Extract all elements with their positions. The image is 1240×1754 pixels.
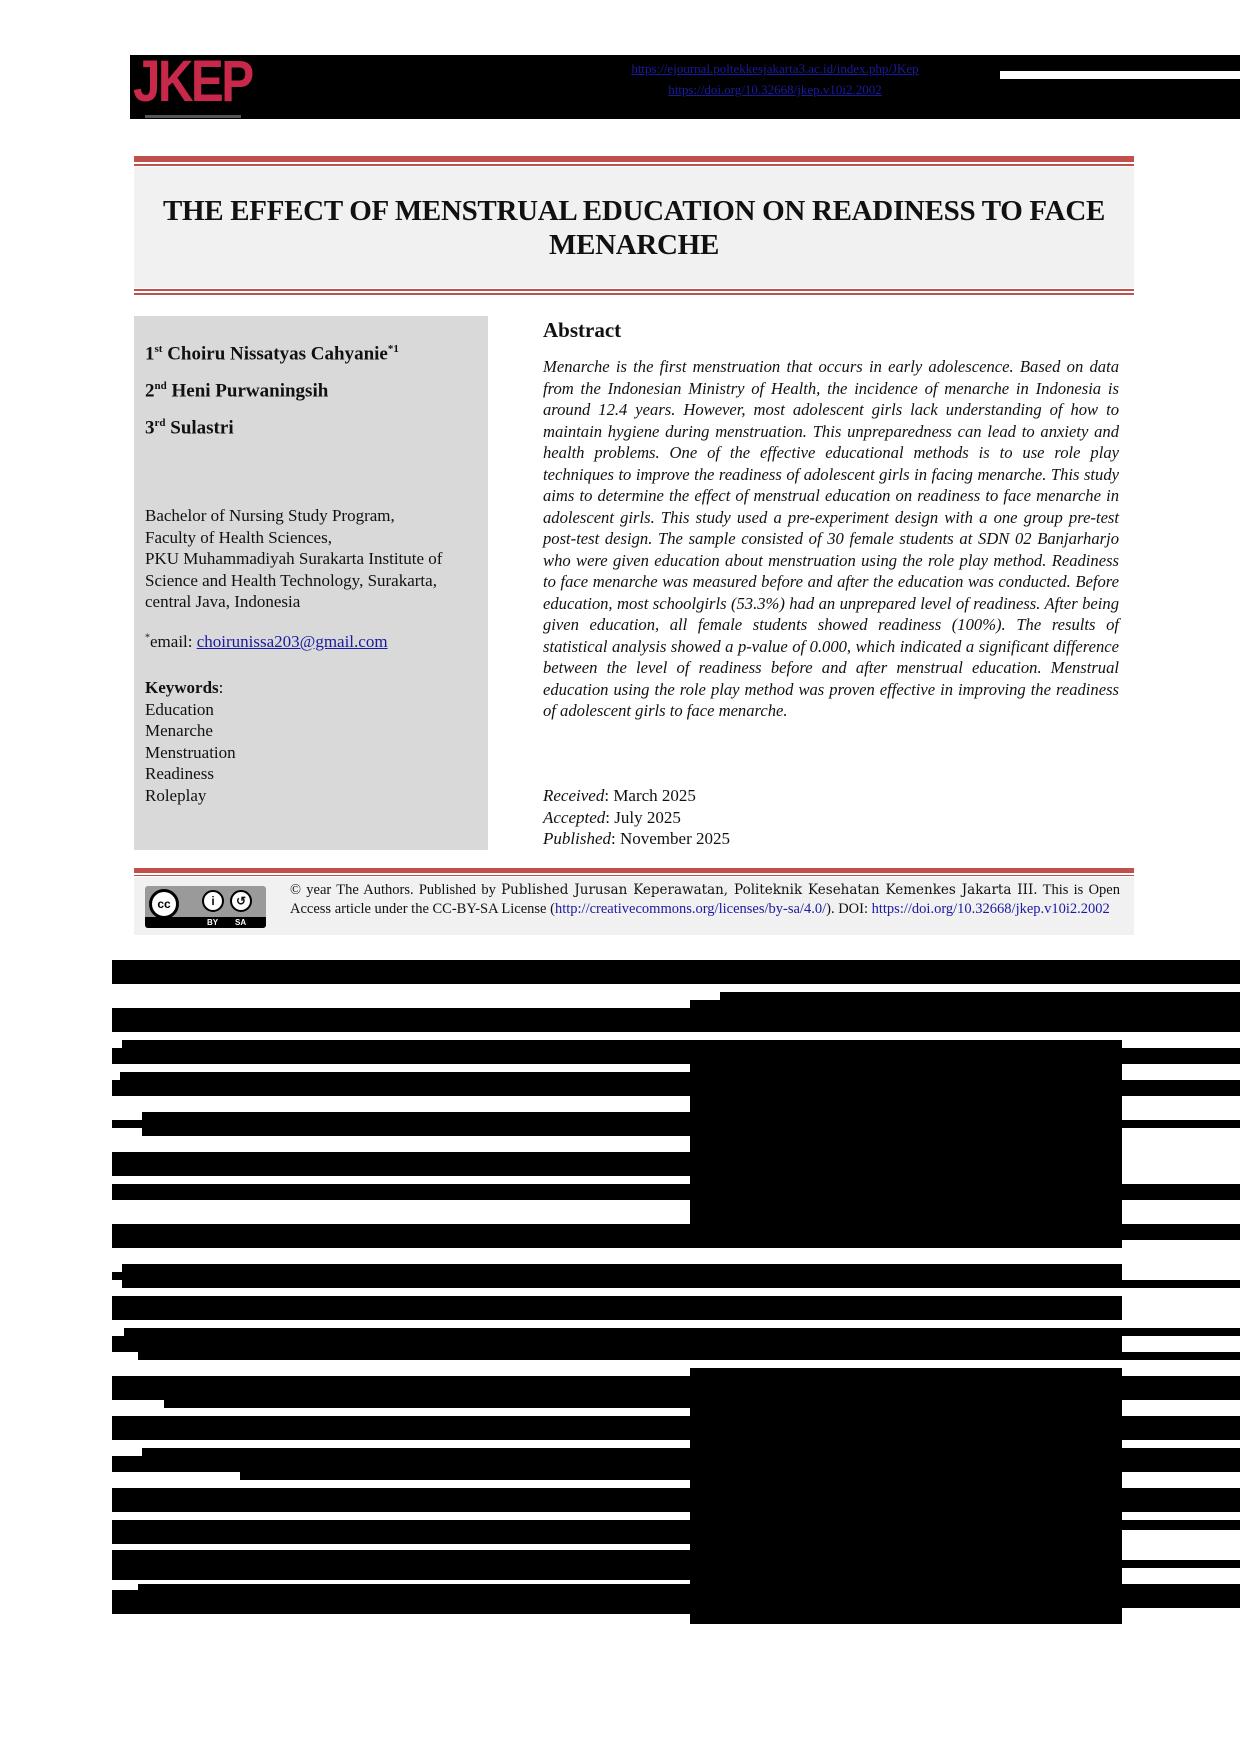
logo-subtitle-line xyxy=(145,115,241,118)
journal-logo xyxy=(127,49,257,122)
author-name: Heni Purwaningsih xyxy=(171,380,329,402)
email-label: email: xyxy=(150,632,197,651)
author-ordinal-suffix: rd xyxy=(154,417,166,429)
title-rule-bottom xyxy=(134,289,1134,291)
publisher-name: Published Jurusan Keperawatan, Politeknik Kesehatan Kemenkes Jakarta III. xyxy=(501,882,1038,898)
abstract-heading: Abstract xyxy=(543,318,622,342)
author-2 xyxy=(145,371,399,408)
header-strip xyxy=(1000,71,1240,79)
corresponding-email xyxy=(145,632,388,652)
sa-label: SA xyxy=(235,918,247,927)
logo-text: JKEP xyxy=(133,49,252,114)
author-name: Choiru Nissatyas Cahyanie xyxy=(167,343,388,365)
affiliation-line: Faculty of Health Sciences, xyxy=(145,527,332,547)
doi-link[interactable]: https://doi.org/10.32668/jkep.v10i2.2002 xyxy=(668,82,882,97)
header-links xyxy=(560,58,990,100)
keyword: Menarche xyxy=(145,721,213,740)
published-date xyxy=(543,828,730,850)
keyword: Roleplay xyxy=(145,785,207,805)
license-url-link[interactable]: http://creativecommons.org/licenses/by-sa/4.0/ xyxy=(554,901,827,917)
accepted-value: : July 2025 xyxy=(605,807,681,827)
affiliation-line: central Java, Indonesia xyxy=(145,592,301,611)
share-alike-icon: ↺ xyxy=(230,890,252,912)
email-mark: * xyxy=(145,632,150,644)
corresponding-mark: *1 xyxy=(387,343,399,355)
received-date xyxy=(543,785,730,807)
author-ordinal: 2 xyxy=(145,380,155,402)
license-rule-thin xyxy=(134,875,1134,876)
license-rule xyxy=(134,868,1134,873)
attribution-icon: i xyxy=(202,890,224,912)
keywords-label: Keywords xyxy=(145,678,219,697)
paper-title: THE EFFECT OF MENSTRUAL EDUCATION ON READINESS TO FACE MENARCHE xyxy=(162,195,1106,261)
author-ordinal: 1 xyxy=(145,343,155,365)
affiliation xyxy=(145,505,485,613)
title-rule-top xyxy=(134,156,1134,162)
abstract-body: Menarche is the first menstruation that occurs in early adolescence. Based on data from the Indonesian Ministry of Health, the incidence of menarche in Indonesia is around 12.4 years. However, most adolescent girls lack understanding of how to maintain hygiene during menstruation. This unpreparedness can lead to anxiety and health problems. One of the effective educational methods is to use role play techniques to improve the readiness of adolescent girls in facing menarche. This study aims to determine the effect of menstrual education on readiness to face menarche in adolescent girls. This study used a pre-experiment design with a one group pre-test post-test design. The sample consisted of 30 female students at SDN 02 Banjarharjo who were given education about menstruation using the role play method. Readiness to face menarche was measured before and after the education was conducted. Before education, most schoolgirls (53.3%) had an unprepared level of readiness. After being given education, all female students showed readiness (100%). The results of statistical analysis showed a p-value of 0.000, which indicated a significant difference between the level of readiness before and after menstrual education. Menstrual education using the role play method was proven effective in improving the readiness of adolescent girls to face menarche. xyxy=(543,357,1119,720)
doi-label: ). DOI: xyxy=(826,901,872,917)
published-value: : November 2025 xyxy=(611,829,730,848)
accepted-date xyxy=(543,807,730,829)
keywords: Keywords: Education Menarche Menstruation Readiness Roleplay xyxy=(145,678,236,805)
author-ordinal-suffix: nd xyxy=(154,380,167,392)
keyword: Education xyxy=(145,699,214,719)
author-ordinal-suffix: st xyxy=(154,343,163,355)
author-name: Sulastri xyxy=(170,417,234,439)
license-text xyxy=(290,881,1120,919)
article-dates xyxy=(543,785,730,850)
email-link[interactable]: choirunissa203@gmail.com xyxy=(196,632,388,651)
keyword: Menstruation xyxy=(145,742,236,762)
author-1 xyxy=(145,334,399,371)
accepted-label: Accepted xyxy=(543,807,606,827)
received-label: Received xyxy=(543,786,605,805)
cc-by-sa-badge[interactable] xyxy=(145,886,266,928)
affiliation-line: PKU Muhammadiyah Surakarta Institute of xyxy=(145,549,443,568)
author-3 xyxy=(145,408,399,445)
published-label: Published xyxy=(543,829,611,848)
title-rule-bottom-2 xyxy=(134,293,1134,295)
affiliation-line: Bachelor of Nursing Study Program, xyxy=(145,506,395,525)
author-ordinal: 3 xyxy=(145,417,155,439)
by-label: BY xyxy=(207,918,219,927)
license-statement: This is Open Access article under the CC-BY-SA License ( xyxy=(290,882,1120,917)
journal-link[interactable]: https://ejournal.poltekkesjakarta3.ac.id/index.php/JKep xyxy=(631,61,919,76)
doi-url-link[interactable]: https://doi.org/10.32668/jkep.v10i2.2002 xyxy=(871,901,1110,917)
author-list xyxy=(145,334,399,445)
affiliation-line: Science and Health Technology, Surakarta, xyxy=(145,570,437,590)
license-copyright: © year The Authors. Published by xyxy=(290,882,502,898)
received-value: : March 2025 xyxy=(604,786,696,805)
cc-icon: cc xyxy=(149,889,179,919)
title-rule-top-thin xyxy=(134,164,1134,166)
keyword: Readiness xyxy=(145,764,214,783)
